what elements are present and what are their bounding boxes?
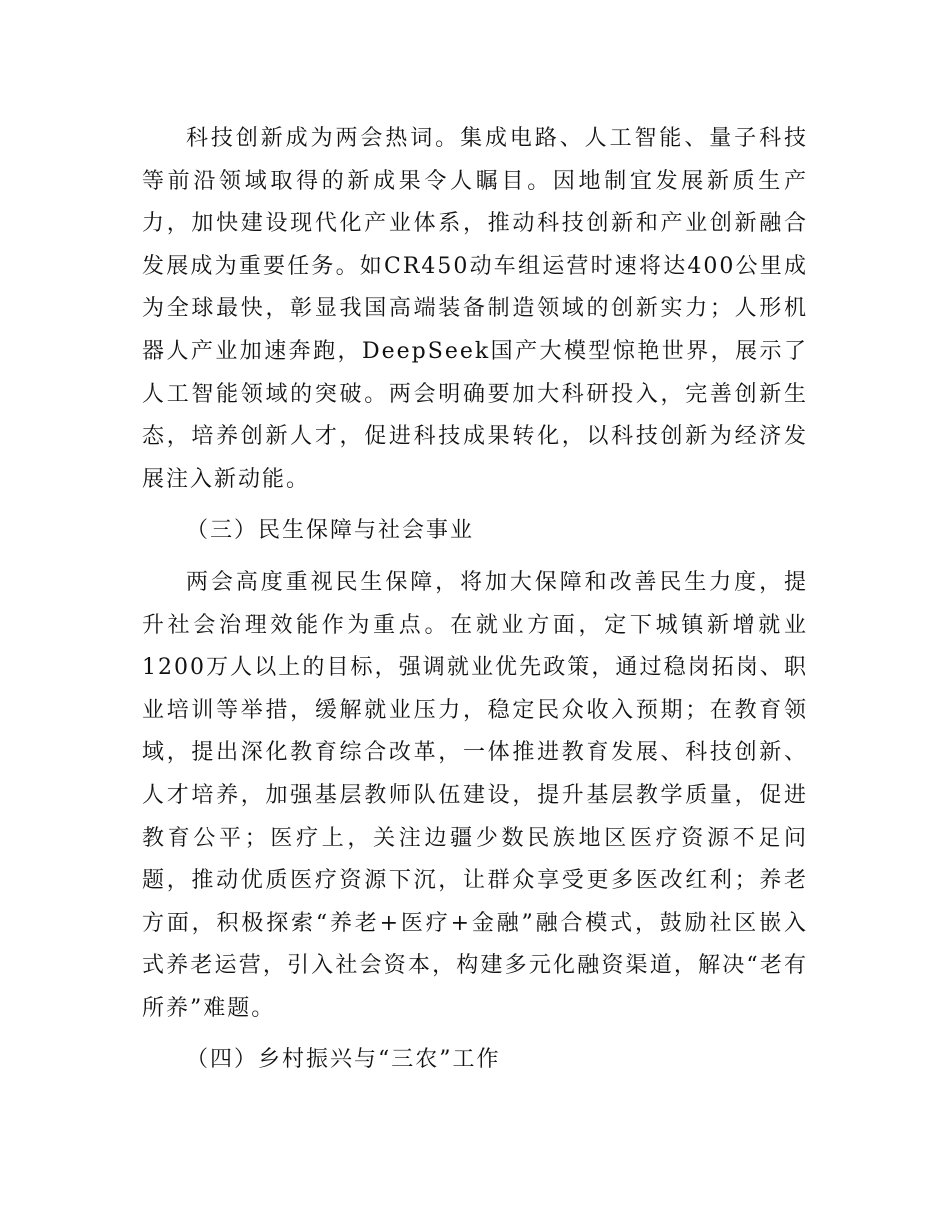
paragraph-gap (142, 553, 808, 562)
paragraph-gap (142, 1030, 808, 1039)
section-heading-3: （三）民生保障与社会事业 (186, 518, 475, 544)
document-page (142, 118, 808, 1082)
paragraph-tech-innovation: 科技创新成为两会热词。集成电路、人工智能、量子科技等前沿领域取得的新成果令人瞩目。因地制宜发展新质生产力，加快建设现代化产业体系，推动科技创新和产业创新融合发展成为重要任务。如CR450动车组运营时速将达400公里成为全球最快，彰显我国高端装备制造领域的创新实力；人形机器人产业加速奔跑，DeepSeek国产大模型惊艳世界，展示了人工智能领域的突破。两会明确要加大科研投入，完善创新生态，培养创新人才，促进科技成果转化，以科技创新为经济发展注入新动能。 (142, 126, 808, 492)
section-heading-4: （四）乡村振兴与“三农”工作 (186, 1047, 501, 1073)
paragraph-livelihood: 两会高度重视民生保障，将加大保障和改善民生力度，提升社会治理效能作为重点。在就业方面，定下城镇新增就业1200万人以上的目标，强调就业优先政策，通过稳岗拓岗、职业培训等举措，缓解就业压力，稳定民众收入预期；在教育领域，提出深化教育综合改革，一体推进教育发展、科技创新、人才培养，加强基层教师队伍建设，提升基层教学质量，促进教育公平；医疗上，关注边疆少数民族地区医疗资源不足问题，推动优质医疗资源下沉，让群众享受更多医改红利；养老方面，积极探索“养老+医疗+金融”融合模式，鼓励社区嵌入式养老运营，引入社会资本，构建多元化融资渠道，解决“老有所养”难题。 (142, 569, 808, 1021)
paragraph-gap (142, 501, 808, 510)
